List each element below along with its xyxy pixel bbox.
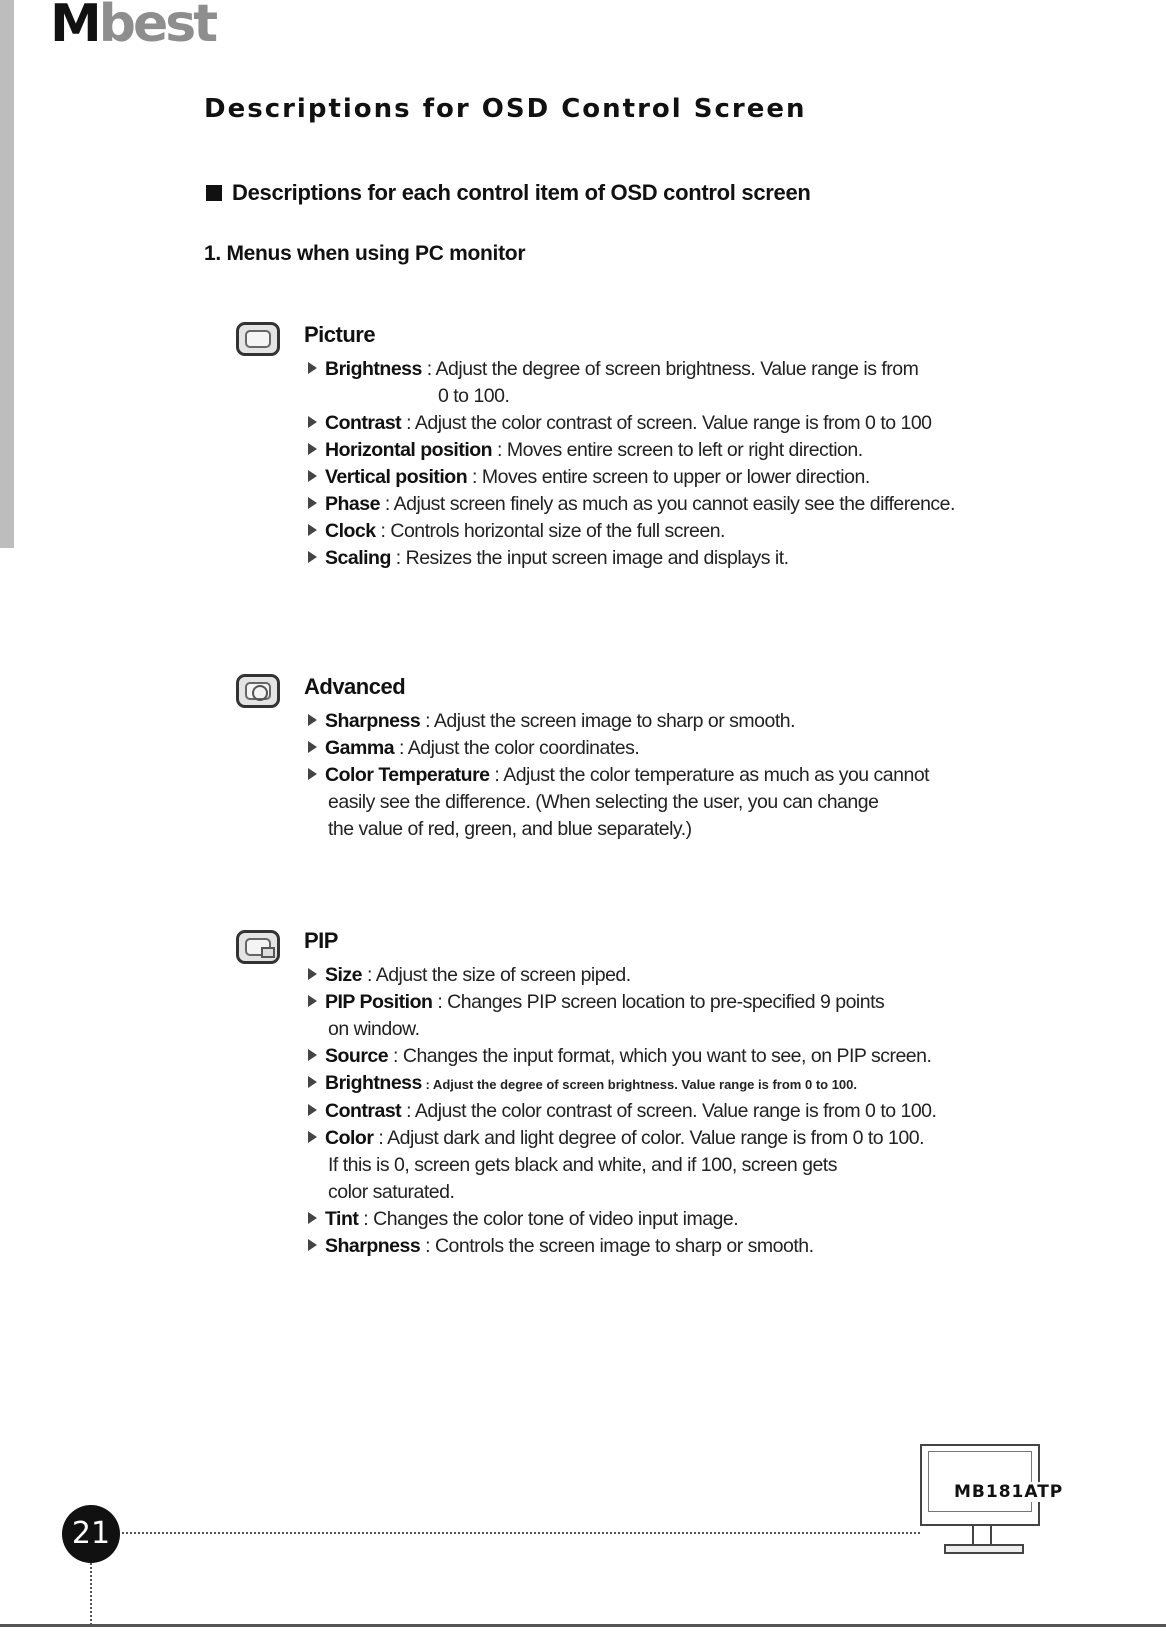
menu-item-term: Contrast — [325, 412, 402, 434]
menu-item-continuation: 0 to 100. — [438, 385, 510, 407]
menu-item-list — [308, 962, 936, 1260]
side-tab-bar — [0, 0, 14, 548]
menu-item — [308, 356, 955, 383]
menu-item-term: Contrast — [325, 1100, 402, 1122]
menu-subheading: 1. Menus when using PC monitor — [204, 242, 526, 265]
menu-item — [308, 1043, 936, 1070]
menu-item — [308, 491, 955, 518]
menu-item-term: Vertical position — [325, 466, 468, 488]
triangle-bullet-icon — [308, 443, 317, 455]
menu-item-description: : Adjust the screen image to sharp or smooth. — [420, 710, 796, 732]
triangle-bullet-icon — [308, 995, 317, 1007]
menu-item — [308, 1070, 936, 1098]
menu-item-term: Clock — [325, 520, 376, 542]
menu-item-term: Brightness — [325, 1072, 422, 1094]
triangle-bullet-icon — [308, 1131, 317, 1143]
menu-item — [308, 789, 929, 816]
menu-item-continuation: on window. — [328, 1018, 420, 1040]
menu-item-description: : Adjust the color contrast of screen. Value range is from 0 to 100. — [401, 1100, 937, 1122]
monitor-base — [944, 1544, 1024, 1554]
menu-item-term: Size — [325, 964, 363, 986]
triangle-bullet-icon — [308, 1049, 317, 1061]
triangle-bullet-icon — [308, 362, 317, 374]
triangle-bullet-icon — [308, 768, 317, 780]
triangle-bullet-icon — [308, 524, 317, 536]
menu-item-description: : Changes PIP screen location to pre-specified 9 points — [432, 991, 885, 1013]
menu-item-term: Source — [325, 1045, 389, 1067]
menu-block-title: Picture — [304, 322, 376, 347]
triangle-bullet-icon — [308, 416, 317, 428]
menu-item-continuation: color saturated. — [328, 1181, 455, 1203]
monitor-stand — [972, 1526, 992, 1544]
menu-item-term: Gamma — [325, 737, 395, 759]
menu-item-continuation: easily see the difference. (When selecting the user, you can change — [328, 791, 879, 813]
menu-item — [308, 545, 955, 572]
triangle-bullet-icon — [308, 1104, 317, 1116]
menu-item — [308, 962, 936, 989]
menu-block-title: Advanced — [304, 674, 406, 699]
menu-item-description: : Changes the color tone of video input image. — [358, 1208, 739, 1230]
menu-item — [308, 708, 929, 735]
menu-item — [308, 1125, 936, 1152]
monitor-picture-icon — [236, 322, 280, 356]
menu-item-term: Sharpness — [325, 1235, 421, 1257]
menu-item-term: Color — [325, 1127, 374, 1149]
menu-item-description: : Adjust the size of screen piped. — [362, 964, 631, 986]
menu-item — [308, 1206, 936, 1233]
menu-item — [308, 816, 929, 843]
menu-item-description: : Adjust the color coordinates. — [394, 737, 640, 759]
menu-item — [308, 735, 929, 762]
menu-item-description: : Changes the input format, which you want to see, on PIP screen. — [388, 1045, 932, 1067]
menu-item — [308, 437, 955, 464]
menu-item-list — [308, 708, 929, 843]
menu-item-term: Color Temperature — [325, 764, 490, 786]
menu-item — [308, 464, 955, 491]
triangle-bullet-icon — [308, 470, 317, 482]
menu-item — [308, 1152, 936, 1179]
menu-item-term: PIP Position — [325, 991, 433, 1013]
brand-logo — [50, 0, 215, 54]
menu-item-description: : Resizes the input screen image and displays it. — [390, 547, 789, 569]
footer-dotted-vertical-line — [90, 1563, 92, 1625]
menu-item-term: Horizontal position — [325, 439, 493, 461]
model-label: MB181ATP — [954, 1482, 1064, 1502]
menu-item-description: : Adjust screen finely as much as you cannot easily see the difference. — [379, 493, 955, 515]
menu-item-description: : Controls horizontal size of the full screen. — [375, 520, 725, 542]
monitor-illustration — [920, 1444, 1064, 1564]
brand-logo-m: M — [50, 0, 99, 54]
menu-item-description: : Adjust dark and light degree of color. Value range is from 0 to 100. — [373, 1127, 924, 1149]
menu-item — [308, 762, 929, 789]
menu-item-continuation: the value of red, green, and blue separately.) — [328, 818, 692, 840]
menu-item-term: Tint — [325, 1208, 359, 1230]
page-title: Descriptions for OSD Control Screen — [204, 94, 807, 124]
triangle-bullet-icon — [308, 968, 317, 980]
menu-item-term: Phase — [325, 493, 380, 515]
menu-item-term: Brightness — [325, 358, 422, 380]
footer-rule — [0, 1624, 1166, 1627]
menu-item-description: : Adjust the degree of screen brightness. Value range is from — [421, 358, 919, 380]
menu-item-term: Scaling — [325, 547, 391, 569]
square-bullet-icon — [206, 185, 222, 201]
menu-item — [308, 1098, 936, 1125]
menu-item-description: : Controls the screen image to sharp or smooth. — [420, 1235, 814, 1257]
menu-item — [308, 1016, 936, 1043]
triangle-bullet-icon — [308, 551, 317, 563]
menu-item-continuation: If this is 0, screen gets black and white, and if 100, screen gets — [328, 1154, 837, 1176]
monitor-pip-icon — [236, 930, 280, 964]
page-number-badge: 21 — [62, 1505, 120, 1563]
triangle-bullet-icon — [308, 714, 317, 726]
menu-item — [308, 1233, 936, 1260]
menu-item — [308, 383, 955, 410]
triangle-bullet-icon — [308, 1239, 317, 1251]
triangle-bullet-icon — [308, 741, 317, 753]
triangle-bullet-icon — [308, 1076, 317, 1088]
menu-item — [308, 518, 955, 545]
menu-item-description: : Moves entire screen to upper or lower direction. — [467, 466, 870, 488]
menu-item-description: : Adjust the color contrast of screen. Value range is from 0 to 100 — [401, 412, 932, 434]
menu-item-description: : Moves entire screen to left or right direction. — [492, 439, 863, 461]
triangle-bullet-icon — [308, 497, 317, 509]
menu-item — [308, 1179, 936, 1206]
menu-item-list — [308, 356, 955, 572]
menu-item-term: Sharpness — [325, 710, 421, 732]
triangle-bullet-icon — [308, 1212, 317, 1224]
menu-block-title: PIP — [304, 928, 338, 953]
monitor-advanced-icon — [236, 674, 280, 708]
brand-logo-rest: best — [98, 0, 216, 54]
menu-item — [308, 989, 936, 1016]
section-heading — [206, 180, 811, 206]
footer-dotted-line — [122, 1532, 920, 1534]
menu-item-description: : Adjust the degree of screen brightness. Value range is from 0 to 100. — [421, 1077, 857, 1092]
section-heading-text: Descriptions for each control item of OSD control screen — [232, 180, 811, 205]
menu-item — [308, 410, 955, 437]
menu-item-description: : Adjust the color temperature as much as you cannot — [489, 764, 930, 786]
